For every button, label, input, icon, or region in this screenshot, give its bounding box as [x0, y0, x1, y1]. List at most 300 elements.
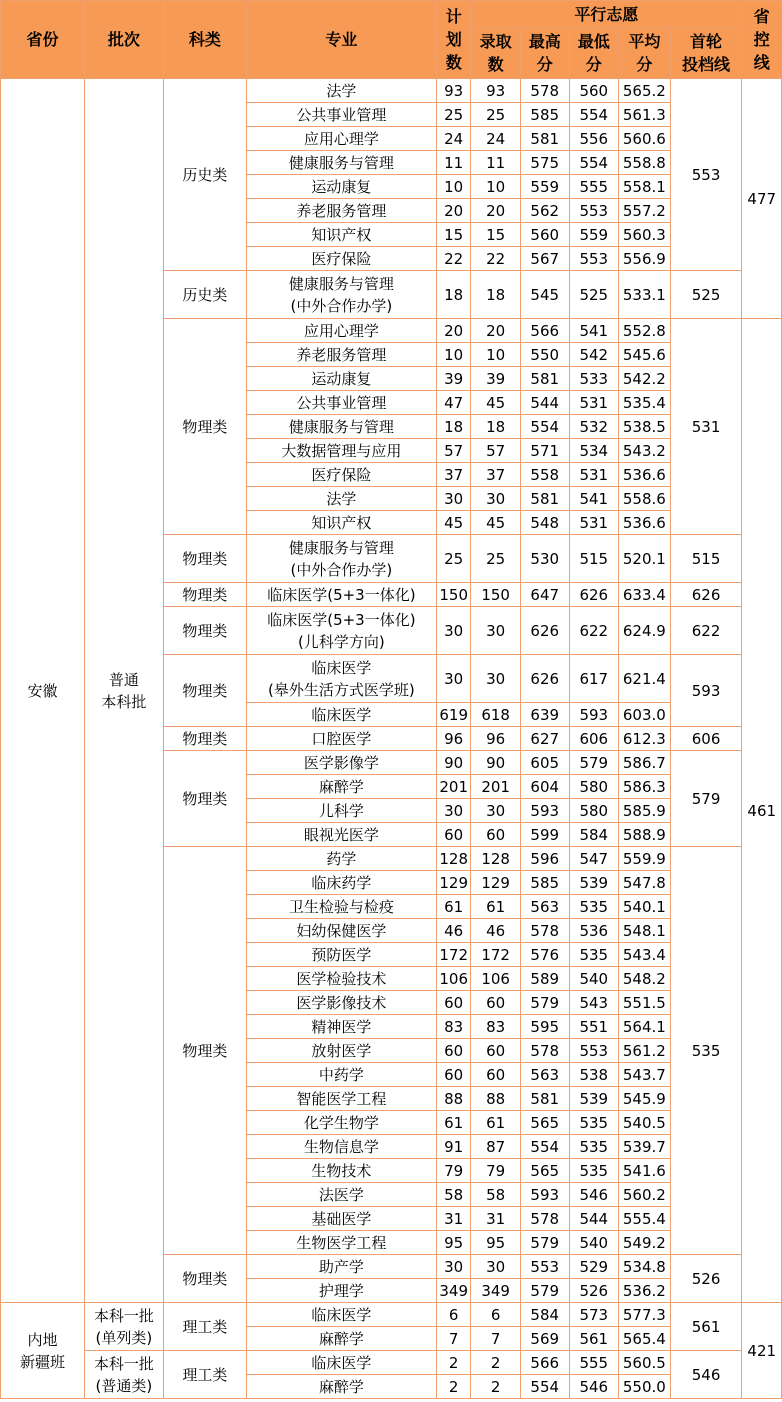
first-round-line-cell: 579 [670, 751, 742, 847]
header-parallel-volunteer: 平行志愿 [471, 1, 742, 28]
major-cell: 公共事业管理 [246, 391, 436, 415]
first-round-line-cell: 622 [670, 607, 742, 655]
max-score-cell: 596 [520, 847, 569, 871]
admitted-count-cell: 30 [471, 655, 521, 703]
avg-score-cell: 540.1 [619, 895, 671, 919]
major-cell: 临床医学(5+3一体化) (儿科学方向) [246, 607, 436, 655]
min-score-cell: 626 [569, 583, 619, 607]
major-cell: 口腔医学 [246, 727, 436, 751]
min-score-cell: 534 [569, 439, 619, 463]
max-score-cell: 579 [520, 991, 569, 1015]
avg-score-cell: 559.9 [619, 847, 671, 871]
plan-count-cell: 83 [437, 1015, 471, 1039]
admitted-count-cell: 60 [471, 823, 521, 847]
min-score-cell: 547 [569, 847, 619, 871]
max-score-cell: 595 [520, 1015, 569, 1039]
min-score-cell: 593 [569, 703, 619, 727]
avg-score-cell: 565.2 [619, 79, 671, 103]
min-score-cell: 559 [569, 223, 619, 247]
admitted-count-cell: 96 [471, 727, 521, 751]
admitted-count-cell: 57 [471, 439, 521, 463]
control-line-xinjiang: 421 [742, 1303, 782, 1399]
avg-score-cell: 536.6 [619, 511, 671, 535]
min-score-cell: 622 [569, 607, 619, 655]
avg-score-cell: 633.4 [619, 583, 671, 607]
plan-count-cell: 6 [437, 1303, 471, 1327]
admitted-count-cell: 37 [471, 463, 521, 487]
avg-score-cell: 551.5 [619, 991, 671, 1015]
max-score-cell: 605 [520, 751, 569, 775]
category-cell: 历史类 [163, 271, 246, 319]
avg-score-cell: 541.6 [619, 1159, 671, 1183]
major-cell: 医疗保险 [246, 247, 436, 271]
major-cell: 中药学 [246, 1063, 436, 1087]
major-cell: 养老服务管理 [246, 343, 436, 367]
max-score-cell: 604 [520, 775, 569, 799]
min-score-cell: 555 [569, 175, 619, 199]
plan-count-cell: 79 [437, 1159, 471, 1183]
min-score-cell: 535 [569, 895, 619, 919]
major-cell: 应用心理学 [246, 319, 436, 343]
plan-count-cell: 30 [437, 607, 471, 655]
max-score-cell: 575 [520, 151, 569, 175]
major-cell: 法医学 [246, 1183, 436, 1207]
min-score-cell: 541 [569, 319, 619, 343]
avg-score-cell: 533.1 [619, 271, 671, 319]
admitted-count-cell: 10 [471, 343, 521, 367]
min-score-cell: 554 [569, 103, 619, 127]
min-score-cell: 556 [569, 127, 619, 151]
avg-score-cell: 545.6 [619, 343, 671, 367]
admitted-count-cell: 22 [471, 247, 521, 271]
avg-score-cell: 536.6 [619, 463, 671, 487]
plan-count-cell: 58 [437, 1183, 471, 1207]
major-cell: 健康服务与管理 [246, 151, 436, 175]
avg-score-cell: 564.1 [619, 1015, 671, 1039]
max-score-cell: 593 [520, 1183, 569, 1207]
min-score-cell: 531 [569, 463, 619, 487]
table-row [1, 1303, 782, 1327]
plan-count-cell: 45 [437, 511, 471, 535]
avg-score-cell: 548.1 [619, 919, 671, 943]
first-round-line-cell: 515 [670, 535, 742, 583]
province-xinjiang: 内地 新疆班 [1, 1303, 85, 1399]
max-score-cell: 627 [520, 727, 569, 751]
min-score-cell: 543 [569, 991, 619, 1015]
admitted-count-cell: 45 [471, 391, 521, 415]
plan-count-cell: 2 [437, 1375, 471, 1399]
category-cell: 物理类 [163, 319, 246, 535]
avg-score-cell: 543.2 [619, 439, 671, 463]
plan-count-cell: 30 [437, 799, 471, 823]
avg-score-cell: 560.3 [619, 223, 671, 247]
min-score-cell: 538 [569, 1063, 619, 1087]
admitted-count-cell: 30 [471, 1255, 521, 1279]
min-score-cell: 515 [569, 535, 619, 583]
category-cell: 物理类 [163, 727, 246, 751]
admitted-count-cell: 18 [471, 271, 521, 319]
plan-count-cell: 172 [437, 943, 471, 967]
category-cell: 物理类 [163, 847, 246, 1255]
max-score-cell: 567 [520, 247, 569, 271]
avg-score-cell: 558.8 [619, 151, 671, 175]
admitted-count-cell: 83 [471, 1015, 521, 1039]
major-cell: 麻醉学 [246, 775, 436, 799]
table-row [1, 79, 782, 103]
admitted-count-cell: 58 [471, 1183, 521, 1207]
plan-count-cell: 349 [437, 1279, 471, 1303]
max-score-cell: 579 [520, 1279, 569, 1303]
min-score-cell: 580 [569, 799, 619, 823]
plan-count-cell: 15 [437, 223, 471, 247]
max-score-cell: 581 [520, 487, 569, 511]
admitted-count-cell: 61 [471, 1111, 521, 1135]
major-cell: 法学 [246, 487, 436, 511]
max-score-cell: 554 [520, 1375, 569, 1399]
control-line-physics: 461 [742, 319, 782, 1303]
admitted-count-cell: 15 [471, 223, 521, 247]
plan-count-cell: 46 [437, 919, 471, 943]
plan-count-cell: 106 [437, 967, 471, 991]
plan-count-cell: 22 [437, 247, 471, 271]
min-score-cell: 544 [569, 1207, 619, 1231]
admitted-count-cell: 24 [471, 127, 521, 151]
max-score-cell: 599 [520, 823, 569, 847]
admitted-count-cell: 20 [471, 199, 521, 223]
min-score-cell: 560 [569, 79, 619, 103]
first-round-line-cell: 526 [670, 1255, 742, 1303]
major-cell: 助产学 [246, 1255, 436, 1279]
first-round-line-cell: 553 [670, 79, 742, 271]
plan-count-cell: 10 [437, 175, 471, 199]
plan-count-cell: 7 [437, 1327, 471, 1351]
max-score-cell: 565 [520, 1111, 569, 1135]
plan-count-cell: 61 [437, 895, 471, 919]
plan-count-cell: 93 [437, 79, 471, 103]
avg-score-cell: 557.2 [619, 199, 671, 223]
min-score-cell: 573 [569, 1303, 619, 1327]
major-cell: 医学影像技术 [246, 991, 436, 1015]
max-score-cell: 562 [520, 199, 569, 223]
max-score-cell: 584 [520, 1303, 569, 1327]
avg-score-cell: 561.2 [619, 1039, 671, 1063]
province-anhui: 安徽 [1, 79, 85, 1303]
admitted-count-cell: 88 [471, 1087, 521, 1111]
category-cell: 物理类 [163, 535, 246, 583]
min-score-cell: 617 [569, 655, 619, 703]
major-cell: 麻醉学 [246, 1327, 436, 1351]
max-score-cell: 647 [520, 583, 569, 607]
admitted-count-cell: 25 [471, 535, 521, 583]
plan-count-cell: 60 [437, 1039, 471, 1063]
max-score-cell: 554 [520, 1135, 569, 1159]
major-cell: 医学影像学 [246, 751, 436, 775]
max-score-cell: 530 [520, 535, 569, 583]
plan-count-cell: 91 [437, 1135, 471, 1159]
max-score-cell: 579 [520, 1231, 569, 1255]
category-cell: 历史类 [163, 79, 246, 271]
admitted-count-cell: 30 [471, 487, 521, 511]
major-cell: 临床医学(5+3一体化) [246, 583, 436, 607]
admitted-count-cell: 618 [471, 703, 521, 727]
avg-score-cell: 539.7 [619, 1135, 671, 1159]
major-cell: 基础医学 [246, 1207, 436, 1231]
min-score-cell: 535 [569, 1135, 619, 1159]
min-score-cell: 533 [569, 367, 619, 391]
header-max-score: 最高 分 [520, 28, 569, 79]
avg-score-cell: 534.8 [619, 1255, 671, 1279]
min-score-cell: 606 [569, 727, 619, 751]
admitted-count-cell: 10 [471, 175, 521, 199]
major-cell: 应用心理学 [246, 127, 436, 151]
min-score-cell: 529 [569, 1255, 619, 1279]
plan-count-cell: 20 [437, 199, 471, 223]
avg-score-cell: 561.3 [619, 103, 671, 127]
avg-score-cell: 586.7 [619, 751, 671, 775]
avg-score-cell: 603.0 [619, 703, 671, 727]
header-batch: 批次 [84, 1, 163, 79]
min-score-cell: 546 [569, 1183, 619, 1207]
admitted-count-cell: 60 [471, 991, 521, 1015]
min-score-cell: 531 [569, 391, 619, 415]
avg-score-cell: 565.4 [619, 1327, 671, 1351]
header-provincial-control-line: 省 控 线 [742, 1, 782, 79]
major-cell: 智能医学工程 [246, 1087, 436, 1111]
plan-count-cell: 96 [437, 727, 471, 751]
major-cell: 化学生物学 [246, 1111, 436, 1135]
avg-score-cell: 552.8 [619, 319, 671, 343]
major-cell: 知识产权 [246, 511, 436, 535]
major-cell: 养老服务管理 [246, 199, 436, 223]
admitted-count-cell: 7 [471, 1327, 521, 1351]
admitted-count-cell: 6 [471, 1303, 521, 1327]
avg-score-cell: 543.4 [619, 943, 671, 967]
avg-score-cell: 560.2 [619, 1183, 671, 1207]
max-score-cell: 626 [520, 655, 569, 703]
min-score-cell: 580 [569, 775, 619, 799]
admitted-count-cell: 61 [471, 895, 521, 919]
max-score-cell: 589 [520, 967, 569, 991]
min-score-cell: 531 [569, 511, 619, 535]
min-score-cell: 579 [569, 751, 619, 775]
min-score-cell: 536 [569, 919, 619, 943]
max-score-cell: 544 [520, 391, 569, 415]
avg-score-cell: 621.4 [619, 655, 671, 703]
max-score-cell: 581 [520, 127, 569, 151]
major-cell: 健康服务与管理 (中外合作办学) [246, 535, 436, 583]
admitted-count-cell: 128 [471, 847, 521, 871]
major-cell: 临床医学 [246, 1303, 436, 1327]
batch-anhui: 普通 本科批 [84, 79, 163, 1303]
admitted-count-cell: 172 [471, 943, 521, 967]
min-score-cell: 535 [569, 1159, 619, 1183]
max-score-cell: 578 [520, 1039, 569, 1063]
min-score-cell: 554 [569, 151, 619, 175]
admitted-count-cell: 106 [471, 967, 521, 991]
admitted-count-cell: 30 [471, 799, 521, 823]
header-min-score: 最低 分 [569, 28, 619, 79]
plan-count-cell: 61 [437, 1111, 471, 1135]
admitted-count-cell: 2 [471, 1375, 521, 1399]
major-cell: 眼视光医学 [246, 823, 436, 847]
max-score-cell: 566 [520, 1351, 569, 1375]
admitted-count-cell: 79 [471, 1159, 521, 1183]
category-cell: 理工类 [163, 1303, 246, 1351]
min-score-cell: 553 [569, 199, 619, 223]
plan-count-cell: 60 [437, 823, 471, 847]
major-cell: 医疗保险 [246, 463, 436, 487]
avg-score-cell: 555.4 [619, 1207, 671, 1231]
major-cell: 药学 [246, 847, 436, 871]
max-score-cell: 578 [520, 919, 569, 943]
plan-count-cell: 88 [437, 1087, 471, 1111]
plan-count-cell: 31 [437, 1207, 471, 1231]
admitted-count-cell: 201 [471, 775, 521, 799]
max-score-cell: 554 [520, 415, 569, 439]
admitted-count-cell: 95 [471, 1231, 521, 1255]
admitted-count-cell: 129 [471, 871, 521, 895]
plan-count-cell: 60 [437, 991, 471, 1015]
major-cell: 生物技术 [246, 1159, 436, 1183]
max-score-cell: 569 [520, 1327, 569, 1351]
admitted-count-cell: 39 [471, 367, 521, 391]
plan-count-cell: 24 [437, 127, 471, 151]
min-score-cell: 553 [569, 1039, 619, 1063]
plan-count-cell: 10 [437, 343, 471, 367]
admitted-count-cell: 2 [471, 1351, 521, 1375]
max-score-cell: 576 [520, 943, 569, 967]
category-cell: 物理类 [163, 655, 246, 727]
max-score-cell: 585 [520, 871, 569, 895]
major-cell: 健康服务与管理 (中外合作办学) [246, 271, 436, 319]
avg-score-cell: 547.8 [619, 871, 671, 895]
plan-count-cell: 60 [437, 1063, 471, 1087]
header-admitted-count: 录取 数 [471, 28, 521, 79]
header-category: 科类 [163, 1, 246, 79]
min-score-cell: 526 [569, 1279, 619, 1303]
header-major: 专业 [246, 1, 436, 79]
admitted-count-cell: 93 [471, 79, 521, 103]
admitted-count-cell: 349 [471, 1279, 521, 1303]
plan-count-cell: 30 [437, 1255, 471, 1279]
max-score-cell: 581 [520, 1087, 569, 1111]
plan-count-cell: 25 [437, 535, 471, 583]
min-score-cell: 542 [569, 343, 619, 367]
major-cell: 放射医学 [246, 1039, 436, 1063]
first-round-line-cell: 546 [670, 1351, 742, 1399]
avg-score-cell: 542.2 [619, 367, 671, 391]
min-score-cell: 553 [569, 247, 619, 271]
major-cell: 法学 [246, 79, 436, 103]
plan-count-cell: 47 [437, 391, 471, 415]
header-avg-score: 平均 分 [619, 28, 671, 79]
major-cell: 临床医学 (皋外生活方式医学班) [246, 655, 436, 703]
major-cell: 临床药学 [246, 871, 436, 895]
first-round-line-cell: 561 [670, 1303, 742, 1351]
plan-count-cell: 37 [437, 463, 471, 487]
avg-score-cell: 586.3 [619, 775, 671, 799]
avg-score-cell: 560.5 [619, 1351, 671, 1375]
avg-score-cell: 550.0 [619, 1375, 671, 1399]
first-round-line-cell: 531 [670, 319, 742, 535]
major-cell: 卫生检验与检疫 [246, 895, 436, 919]
admitted-count-cell: 45 [471, 511, 521, 535]
min-score-cell: 539 [569, 871, 619, 895]
max-score-cell: 578 [520, 1207, 569, 1231]
table-body [1, 79, 782, 1399]
max-score-cell: 553 [520, 1255, 569, 1279]
major-cell: 临床医学 [246, 703, 436, 727]
max-score-cell: 639 [520, 703, 569, 727]
max-score-cell: 585 [520, 103, 569, 127]
plan-count-cell: 2 [437, 1351, 471, 1375]
plan-count-cell: 201 [437, 775, 471, 799]
max-score-cell: 563 [520, 895, 569, 919]
avg-score-cell: 577.3 [619, 1303, 671, 1327]
major-cell: 生物信息学 [246, 1135, 436, 1159]
max-score-cell: 563 [520, 1063, 569, 1087]
category-cell: 物理类 [163, 583, 246, 607]
major-cell: 生物医学工程 [246, 1231, 436, 1255]
min-score-cell: 541 [569, 487, 619, 511]
admitted-count-cell: 20 [471, 319, 521, 343]
avg-score-cell: 543.7 [619, 1063, 671, 1087]
major-cell: 儿科学 [246, 799, 436, 823]
max-score-cell: 548 [520, 511, 569, 535]
avg-score-cell: 549.2 [619, 1231, 671, 1255]
avg-score-cell: 558.1 [619, 175, 671, 199]
avg-score-cell: 520.1 [619, 535, 671, 583]
min-score-cell: 561 [569, 1327, 619, 1351]
plan-count-cell: 129 [437, 871, 471, 895]
major-cell: 健康服务与管理 [246, 415, 436, 439]
major-cell: 运动康复 [246, 175, 436, 199]
max-score-cell: 565 [520, 1159, 569, 1183]
major-cell: 大数据管理与应用 [246, 439, 436, 463]
first-round-line-cell: 626 [670, 583, 742, 607]
major-cell: 运动康复 [246, 367, 436, 391]
max-score-cell: 560 [520, 223, 569, 247]
min-score-cell: 555 [569, 1351, 619, 1375]
major-cell: 知识产权 [246, 223, 436, 247]
admitted-count-cell: 11 [471, 151, 521, 175]
first-round-line-cell: 535 [670, 847, 742, 1255]
major-cell: 麻醉学 [246, 1375, 436, 1399]
min-score-cell: 525 [569, 271, 619, 319]
table-row [1, 1351, 782, 1375]
first-round-line-cell: 525 [670, 271, 742, 319]
max-score-cell: 559 [520, 175, 569, 199]
max-score-cell: 545 [520, 271, 569, 319]
batch-xinjiang-2: 本科一批 (普通类) [84, 1351, 163, 1399]
avg-score-cell: 536.2 [619, 1279, 671, 1303]
avg-score-cell: 538.5 [619, 415, 671, 439]
major-cell: 预防医学 [246, 943, 436, 967]
admitted-count-cell: 60 [471, 1039, 521, 1063]
batch-xinjiang-1: 本科一批 (单列类) [84, 1303, 163, 1351]
category-cell: 物理类 [163, 751, 246, 847]
max-score-cell: 571 [520, 439, 569, 463]
plan-count-cell: 619 [437, 703, 471, 727]
min-score-cell: 540 [569, 1231, 619, 1255]
avg-score-cell: 560.6 [619, 127, 671, 151]
admitted-count-cell: 25 [471, 103, 521, 127]
category-cell: 理工类 [163, 1351, 246, 1399]
major-cell: 医学检验技术 [246, 967, 436, 991]
avg-score-cell: 548.2 [619, 967, 671, 991]
first-round-line-cell: 593 [670, 655, 742, 727]
avg-score-cell: 588.9 [619, 823, 671, 847]
